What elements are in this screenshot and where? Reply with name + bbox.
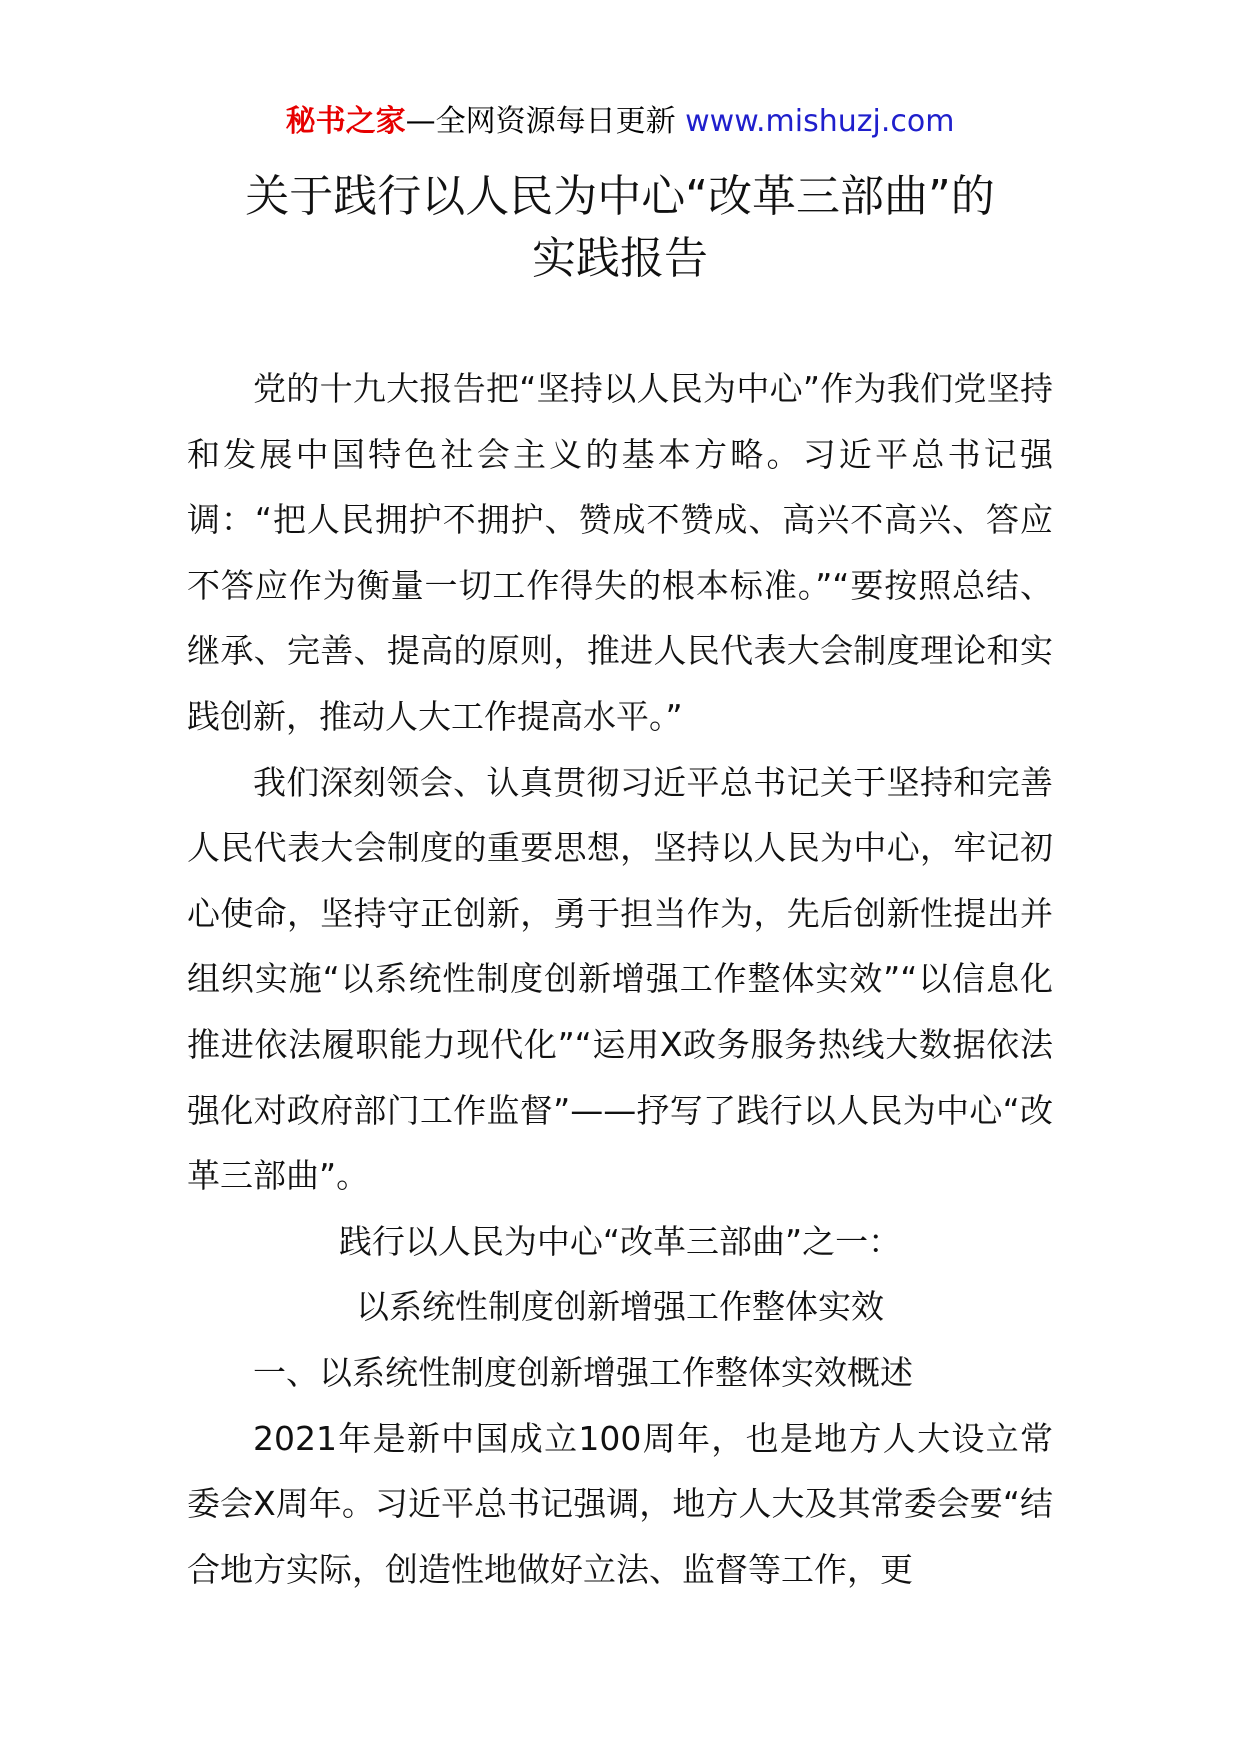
- body-paragraph: 党的十九大报告把“坚持以人民为中心”作为我们党坚持和发展中国特色社会主义的基本方略。习近平总书记强调：“把人民拥护不拥护、赞成不赞成、高兴不高兴、答应不答应作为衡量一切工作得失的根本标准。”“要按照总结、继承、完善、提高的原则，推进人民代表大会制度理论和实践创新，推动人大工作提高水平。”: [187, 369, 1053, 736]
- subsection-heading: 一、以系统性制度创新增强工作整体实效概述: [253, 1352, 913, 1392]
- header-tagline: —全网资源每日更新: [405, 104, 676, 139]
- body-paragraph: 我们深刻领会、认真贯彻习近平总书记关于坚持和完善人民代表大会制度的重要思想，坚持以人民为中心，牢记初心使命，坚持守正创新，勇于担当作为，先后创新性提出并组织实施“以系统性制度创新增强工作整体实效”“以信息化推进依法履职能力现代化”“运用X政务服务热线大数据依法强化对政府部门工作监督”——抒写了践行以人民为中心“改革三部曲”。: [187, 762, 1053, 1196]
- website-link[interactable]: www.mishuzj.com: [685, 104, 955, 139]
- brand-name: 秘书之家: [285, 104, 406, 139]
- section-subtitle: 以系统性制度创新增强工作整体实效: [356, 1287, 884, 1327]
- title-line-2: 实践报告: [532, 233, 708, 284]
- section-heading: 践行以人民为中心“改革三部曲”之一：: [338, 1221, 902, 1261]
- page-header: [0, 100, 1240, 144]
- document-body: [187, 356, 1053, 1602]
- document-title: [0, 166, 1240, 290]
- title-line-1: 关于践行以人民为中心“改革三部曲”的: [245, 171, 995, 222]
- body-paragraph: 2021年是新中国成立100周年，也是地方人大设立常委会X周年。习近平总书记强调，地方人大及其常委会要“结合地方实际，创造性地做好立法、监督等工作，更: [187, 1418, 1053, 1589]
